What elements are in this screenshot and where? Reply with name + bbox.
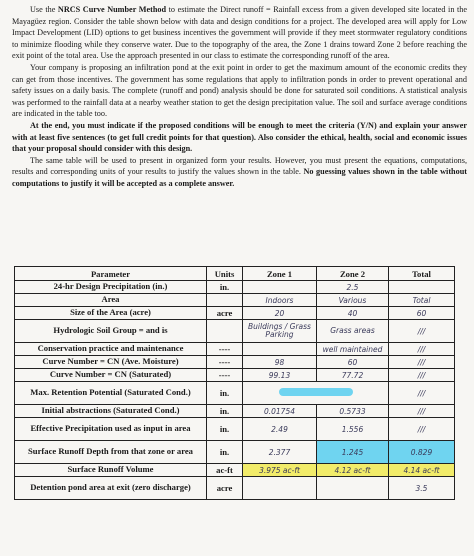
unit-cell: in. <box>207 418 243 441</box>
zone2-cell: 40 <box>317 307 389 320</box>
table-row <box>15 477 455 500</box>
unit-cell: ---- <box>207 369 243 382</box>
paragraph-3: At the end, you must indicate if the proposed conditions will be enough to meet the criteria (Y/N) and explain your answer with at least five sentences (to get full credit points for that question). Also consider the ethical, health, social and economic issues that your proposal should consider with this design. <box>12 120 467 154</box>
total-cell: /// <box>389 418 455 441</box>
table-row <box>15 369 455 382</box>
header-total: Total <box>389 267 455 281</box>
problem-statement <box>12 4 467 190</box>
unit-cell: ---- <box>207 343 243 356</box>
table-row <box>15 320 455 343</box>
zone2-cell: 1.245 <box>317 441 389 464</box>
table-row <box>15 405 455 418</box>
zone1-cell: 20 <box>243 307 317 320</box>
header-zone1: Zone 1 <box>243 267 317 281</box>
total-cell: Total <box>389 294 455 307</box>
zone2-cell: well maintained <box>317 343 389 356</box>
param-cell: Size of the Area (acre) <box>15 307 207 320</box>
total-cell: 60 <box>389 307 455 320</box>
param-cell: Hydrologic Soil Group = and is <box>15 320 207 343</box>
unit-cell: in. <box>207 382 243 405</box>
zone2-cell: 2.5 <box>317 281 389 294</box>
paragraph-1: Use the NRCS Curve Number Method to estimate the Direct runoff = Rainfall excess from a given developed site located in the Mayagüez region. Consider the table shown below with data and design conditions for a project. The developed area will apply for Low Impact Development (LID) options to get business incentives the government will provide if they meet stormwater regulatory conditions to minimize flooding while they conserve water. Due to the topography of the area, the Zone 1 drains toward Zone 2 before reaching the exit point of the total area. Use the approach presented in our class to estimate the corresponding runoff of the area. <box>12 5 468 61</box>
table-row <box>15 464 455 477</box>
results-table <box>14 266 455 500</box>
table-row <box>15 382 455 405</box>
zone2-cell: Grass areas <box>317 320 389 343</box>
table-header-row <box>15 267 455 281</box>
param-cell: Surface Runoff Volume <box>15 464 207 477</box>
zone2-cell: 77.72 <box>317 369 389 382</box>
total-cell: /// <box>389 405 455 418</box>
total-cell: /// <box>389 320 455 343</box>
param-cell: Initial abstractions (Saturated Cond.) <box>15 405 207 418</box>
param-cell: 24-hr Design Precipitation (in.) <box>15 281 207 294</box>
total-cell: 4.14 ac-ft <box>389 464 455 477</box>
param-cell: Conservation practice and maintenance <box>15 343 207 356</box>
param-cell: Curve Number = CN (Saturated) <box>15 369 207 382</box>
zone1-cell: 2.377 <box>243 441 317 464</box>
header-zone2: Zone 2 <box>317 267 389 281</box>
paragraph-2: Your company is proposing an infiltration pond at the exit point in order to get the maximum amount of the economic credits they can get from those incentives. The government has some regulations that apply to infiltration ponds in order to prevent operational and safety issues on a daily basis. The complete (runoff and pond) analysis should be done for saturated soil conditions. A statistical analysis was performed to the rainfall data at a nearby weather station to get the design precipitation value. The soil and surface average conditions are indicated in the table too. <box>12 62 467 119</box>
zone2-cell: 4.12 ac-ft <box>317 464 389 477</box>
header-parameter: Parameter <box>15 267 207 281</box>
table-row <box>15 294 455 307</box>
param-cell: Max. Retention Potential (Saturated Cond.) <box>15 382 207 405</box>
unit-cell: in. <box>207 281 243 294</box>
zone1-cell <box>243 343 317 356</box>
table-row <box>15 418 455 441</box>
total-cell: /// <box>389 382 455 405</box>
header-units: Units <box>207 267 243 281</box>
zone2-cell <box>317 477 389 500</box>
unit-cell: ac-ft <box>207 464 243 477</box>
table-row <box>15 343 455 356</box>
unit-cell: in. <box>207 441 243 464</box>
zone2-cell: Various <box>317 294 389 307</box>
total-cell: /// <box>389 356 455 369</box>
unit-cell: acre <box>207 307 243 320</box>
table-row <box>15 356 455 369</box>
zone2-cell: 1.556 <box>317 418 389 441</box>
unit-cell: acre <box>207 477 243 500</box>
zone1-cell: 98 <box>243 356 317 369</box>
method-name: NRCS Curve Number Method <box>57 5 167 14</box>
unit-cell <box>207 320 243 343</box>
zone1-cell <box>243 477 317 500</box>
param-cell: Effective Precipitation used as input in area <box>15 418 207 441</box>
retention-highlight-cell <box>243 382 389 405</box>
zone1-cell: 3.975 ac-ft <box>243 464 317 477</box>
param-cell: Detention pond area at exit (zero discharge) <box>15 477 207 500</box>
total-cell <box>389 281 455 294</box>
param-cell: Area <box>15 294 207 307</box>
paragraph-4: The same table will be used to present in organized form your results. However, you must present the equations, computations, results and corresponding units of your results to justify the values shown in the table. No guessing values shown in the table without computations to justify it will be accepted as a complete answer. <box>12 155 467 188</box>
zone1-cell: 2.49 <box>243 418 317 441</box>
unit-cell <box>207 294 243 307</box>
zone1-cell: 99.13 <box>243 369 317 382</box>
highlighter-mark <box>279 388 353 396</box>
unit-cell: ---- <box>207 356 243 369</box>
zone2-cell: 60 <box>317 356 389 369</box>
total-cell: /// <box>389 343 455 356</box>
total-cell: 0.829 <box>389 441 455 464</box>
zone2-cell: 0.5733 <box>317 405 389 418</box>
table-row <box>15 281 455 294</box>
unit-cell: in. <box>207 405 243 418</box>
zone1-cell: Indoors <box>243 294 317 307</box>
zone1-cell <box>243 281 317 294</box>
total-cell: /// <box>389 369 455 382</box>
zone1-cell: Buildings / Grass Parking <box>243 320 317 343</box>
total-cell: 3.5 <box>389 477 455 500</box>
param-cell: Curve Number = CN (Ave. Moisture) <box>15 356 207 369</box>
table-row <box>15 307 455 320</box>
table-row <box>15 441 455 464</box>
param-cell: Surface Runoff Depth from that zone or area <box>15 441 207 464</box>
zone1-cell: 0.01754 <box>243 405 317 418</box>
